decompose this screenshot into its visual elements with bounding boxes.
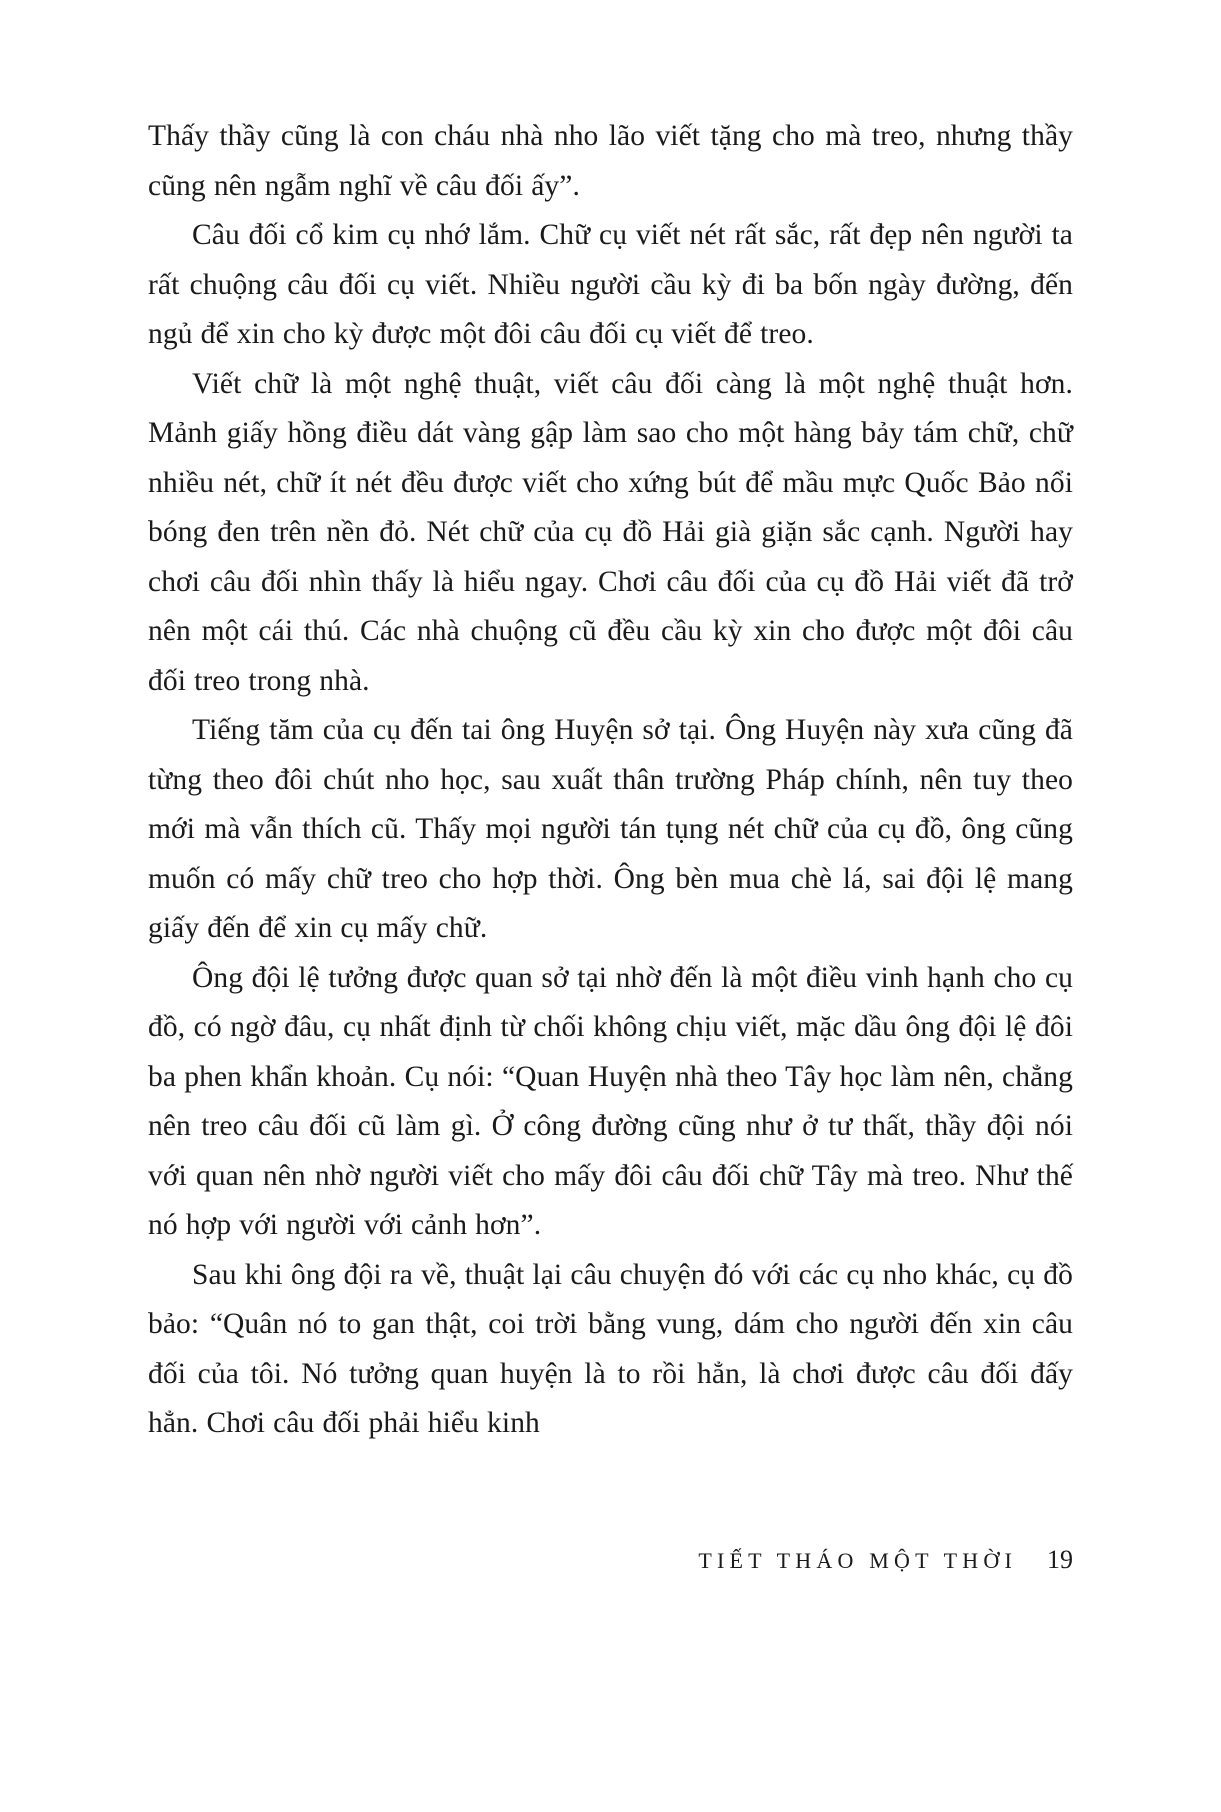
page-footer [148, 1545, 1073, 1575]
paragraph-1: Thấy thầy cũng là con cháu nhà nho lão viết tặng cho mà treo, nhưng thầy cũng nên ngẫm nghĩ về câu đối ấy”. [148, 120, 1073, 202]
paragraph-4: Tiếng tăm của cụ đến tai ông Huyện sở tại. Ông Huyện này xưa cũng đã từng theo đôi chút nho học, sau xuất thân trường Pháp chính, nên tuy theo mới mà vẫn thích cũ. Thấy mọi người tán tụng nét chữ của cụ đồ, ông cũng muốn có mấy chữ treo cho hợp thời. Ông bèn mua chè lá, sai đội lệ mang giấy đến để xin cụ mấy chữ. [148, 714, 1073, 944]
footer-book-title: TIẾT THÁO MỘT THỜI [698, 1548, 1017, 1573]
paragraph-3: Viết chữ là một nghệ thuật, viết câu đối càng là một nghệ thuật hơn. Mảnh giấy hồng điều dát vàng gập làm sao cho một hàng bảy tám chữ, chữ nhiều nét, chữ ít nét đều được viết cho xứng bút để mầu mực Quốc Bảo nổi bóng đen trên nền đỏ. Nét chữ của cụ đồ Hải già giặn sắc cạnh. Người hay chơi câu đối nhìn thấy là hiểu ngay. Chơi câu đối của cụ đồ Hải viết đã trở nên một cái thú. Các nhà chuộng cũ đều cầu kỳ xin cho được một đôi câu đối treo trong nhà. [148, 367, 1073, 697]
paragraph-2: Câu đối cổ kim cụ nhớ lắm. Chữ cụ viết nét rất sắc, rất đẹp nên người ta rất chuộng câu đối cụ viết. Nhiều người cầu kỳ đi ba bốn ngày đường, đến ngủ để xin cho kỳ được một đôi câu đối cụ viết để treo. [148, 219, 1073, 350]
paragraph-5: Ông đội lệ tưởng được quan sở tại nhờ đến là một điều vinh hạnh cho cụ đồ, có ngờ đâu, cụ nhất định từ chối không chịu viết, mặc dầu ông đội lệ đôi ba phen khẩn khoản. Cụ nói: “Quan Huyện nhà theo Tây học làm nên, chẳng nên treo câu đối cũ làm gì. Ở công đường cũng như ở tư thất, thầy đội nói với quan nên nhờ người viết cho mấy đôi câu đối chữ Tây mà treo. Như thế nó hợp với người với cảnh hơn”. [148, 961, 1073, 1241]
footer-page-number: 19 [1047, 1545, 1073, 1574]
paragraph-6: Sau khi ông đội ra về, thuật lại câu chuyện đó với các cụ nho khác, cụ đồ bảo: “Quân nó to gan thật, coi trời bằng vung, dám cho người đến xin câu đối của tôi. Nó tưởng quan huyện là to rồi hẳn, là chơi được câu đối đấy hẳn. Chơi câu đối phải hiểu kinh [148, 1258, 1073, 1439]
page-body [148, 112, 1073, 1449]
